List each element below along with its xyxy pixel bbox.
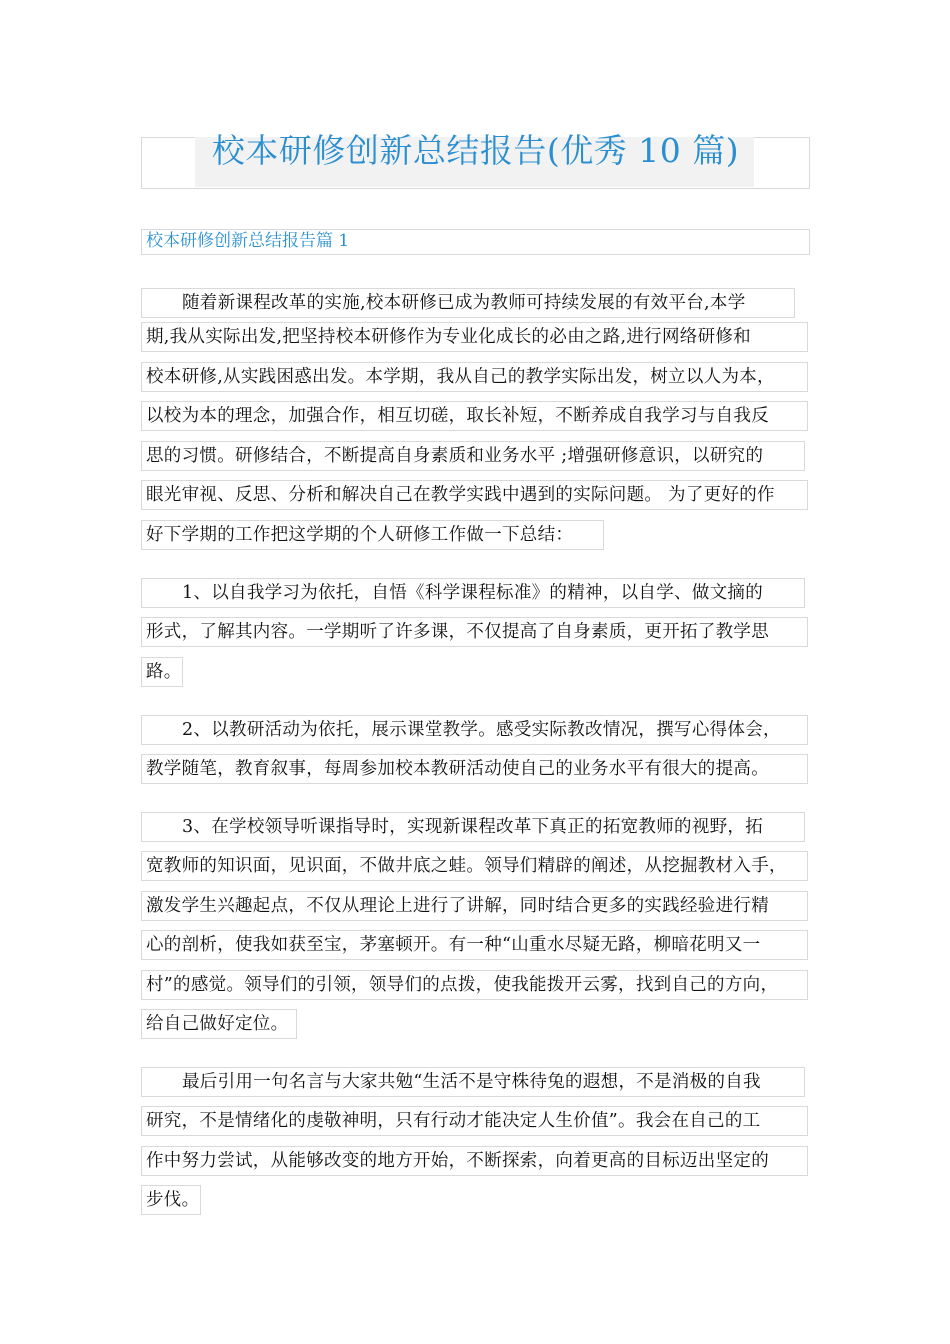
text-line: 校本研修,从实践困惑出发。本学期，我从自己的教学实际出发，树立以人为本， [141,362,808,392]
text-line: 1、以自我学习为依托，自悟《科学课程标准》的精神，以自学、做文摘的 [141,578,805,608]
text-line: 眼光审视、反思、分析和解决自己在教学实践中遇到的实际问题。 为了更好的作 [141,480,808,510]
text-line: 激发学生兴趣起点，不仅从理论上进行了讲解，同时结合更多的实践经验进行精 [141,891,808,921]
text-line: 作中努力尝试，从能够改变的地方开始，不断探索，向着更高的目标迈出坚定的 [141,1146,808,1176]
text-line: 村”的感觉。领导们的引领，领导们的点拨，使我能拨开云雾，找到自己的方向， [141,970,808,1000]
text-line: 路。 [141,657,183,687]
text-line: 2、以教研活动为依托，展示课堂教学。感受实际教改情况，撰写心得体会， [141,715,808,745]
text-line: 思的习惯。研修结合，不断提高自身素质和业务水平 ;增强研修意识，以研究的 [141,441,805,471]
text-line: 好下学期的工作把这学期的个人研修工作做一下总结： [141,520,604,550]
text-line: 期,我从实际出发,把坚持校本研修作为专业化成长的必由之路,进行网络研修和 [141,322,808,352]
text-line: 形式，了解其内容。一学期听了许多课，不仅提高了自身素质，更开拓了教学思 [141,617,808,647]
text-line: 研究，不是情绪化的虔敬神明，只有行动才能决定人生价值”。我会在自己的工 [141,1106,808,1136]
text-line: 给自己做好定位。 [141,1009,297,1039]
text-line: 宽教师的知识面，见识面，不做井底之蛙。领导们精辟的阐述，从挖掘教材入手， [141,851,808,881]
text-line: 教学随笔，教育叙事，每周参加校本教研活动使自己的业务水平有很大的提高。 [141,754,808,784]
section-heading: 校本研修创新总结报告篇 1 [146,231,350,251]
text-line: 3、在学校领导听课指导时，实现新课程改革下真正的拓宽教师的视野，拓 [141,812,805,842]
text-line: 最后引用一句名言与大家共勉“生活不是守株待兔的遐想，不是消极的自我 [141,1067,805,1097]
text-line: 心的剖析，使我如获至宝，茅塞顿开。有一种“山重水尽疑无路，柳暗花明又一 [141,930,808,960]
text-line: 步伐。 [141,1185,201,1215]
text-line: 以校为本的理念，加强合作，相互切磋，取长补短，不断养成自我学习与自我反 [141,401,808,431]
document-title: 校本研修创新总结报告(优秀 10 篇) [211,131,740,170]
text-line: 随着新课程改革的实施,校本研修已成为教师可持续发展的有效平台,本学 [141,288,795,318]
